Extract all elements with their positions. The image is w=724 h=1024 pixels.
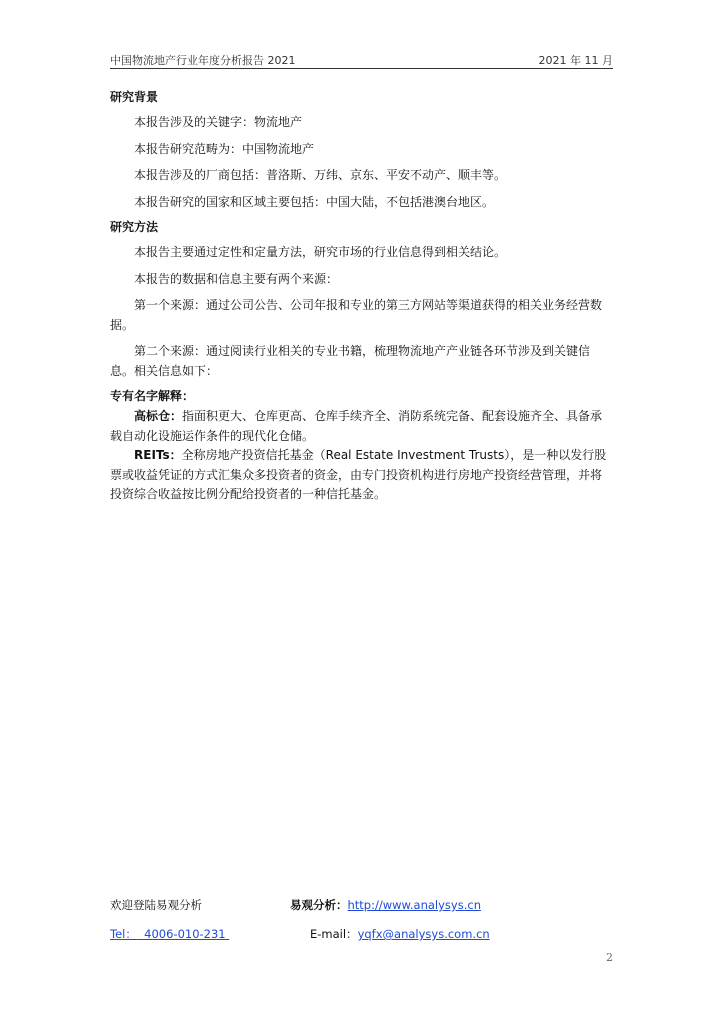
footer-line-2: [110, 926, 613, 942]
footer-email-label: E-mail：: [310, 927, 358, 941]
page-number: 2: [606, 951, 613, 964]
section-title-terms: 专有名字解释：: [110, 389, 195, 403]
term-name: 高标仓：: [134, 409, 183, 423]
paragraph: 本报告涉及的关键字：物流地产: [134, 115, 303, 129]
header-title: 中国物流地产行业年度分析报告 2021: [110, 54, 296, 67]
footer-tel-number: 4006-010-231: [144, 927, 226, 941]
term-name: REITs：: [134, 448, 182, 462]
paragraph: 本报告的数据和信息主要有两个来源：: [134, 271, 339, 286]
section-title-method: 研究方法: [110, 220, 159, 234]
term-text: 全称房地产投资信托基金（Real Estate Investment Trusts），是一种以发行股票或收益凭证的方式汇集众多投资者的资金，由专门投资机构进行房地产投资经营管理，并将投资综合收益按比例分配给投资者的一种信托基金。: [110, 448, 607, 501]
paragraph: 本报告主要通过定性和定量方法，研究市场的行业信息得到相关结论。: [134, 245, 507, 259]
paragraph: 第一个来源：通过公司公告、公司年报和专业的第三方网站等渠道获得的相关业务经营数据。: [110, 298, 603, 332]
section-method: [110, 218, 613, 381]
section-background: [110, 88, 613, 212]
footer-email-group: [310, 926, 490, 942]
footer-brand-label: 易观分析：: [290, 898, 348, 912]
term-text: 指面积更大、仓库更高、仓库手续齐全、消防系统完备、配套设施齐全、具备承载自动化设施运作条件的现代化仓储。: [110, 409, 603, 443]
section-title-background: 研究背景: [110, 90, 159, 104]
email-link[interactable]: yqfx@analysys.com.cn: [357, 927, 490, 941]
document-body: [110, 88, 613, 505]
page-header: [110, 52, 613, 69]
website-link[interactable]: http://www.analysys.cn: [347, 898, 481, 912]
paragraph: 本报告涉及的厂商包括：普洛斯、万纬、京东、平安不动产、顺丰等。: [134, 168, 507, 182]
paragraph: 本报告研究的国家和区域主要包括：中国大陆，不包括港澳台地区。: [134, 194, 495, 209]
term-definition: [110, 446, 613, 505]
phone-link[interactable]: [110, 927, 229, 941]
section-terms: [110, 387, 613, 505]
header-date: 2021 年 11 月: [538, 54, 613, 67]
footer-tel-label: Tel：: [110, 927, 137, 941]
paragraph: 第二个来源：通过阅读行业相关的专业书籍，梳理物流地产产业链各环节涉及到关键信息。相关信息如下：: [110, 344, 591, 378]
paragraph: 本报告研究范畴为：中国物流地产: [134, 141, 315, 156]
footer-line-1: [110, 897, 613, 913]
footer-welcome: 欢迎登陆易观分析: [110, 898, 202, 912]
footer-website-group: [290, 897, 481, 913]
term-definition: [110, 407, 613, 446]
